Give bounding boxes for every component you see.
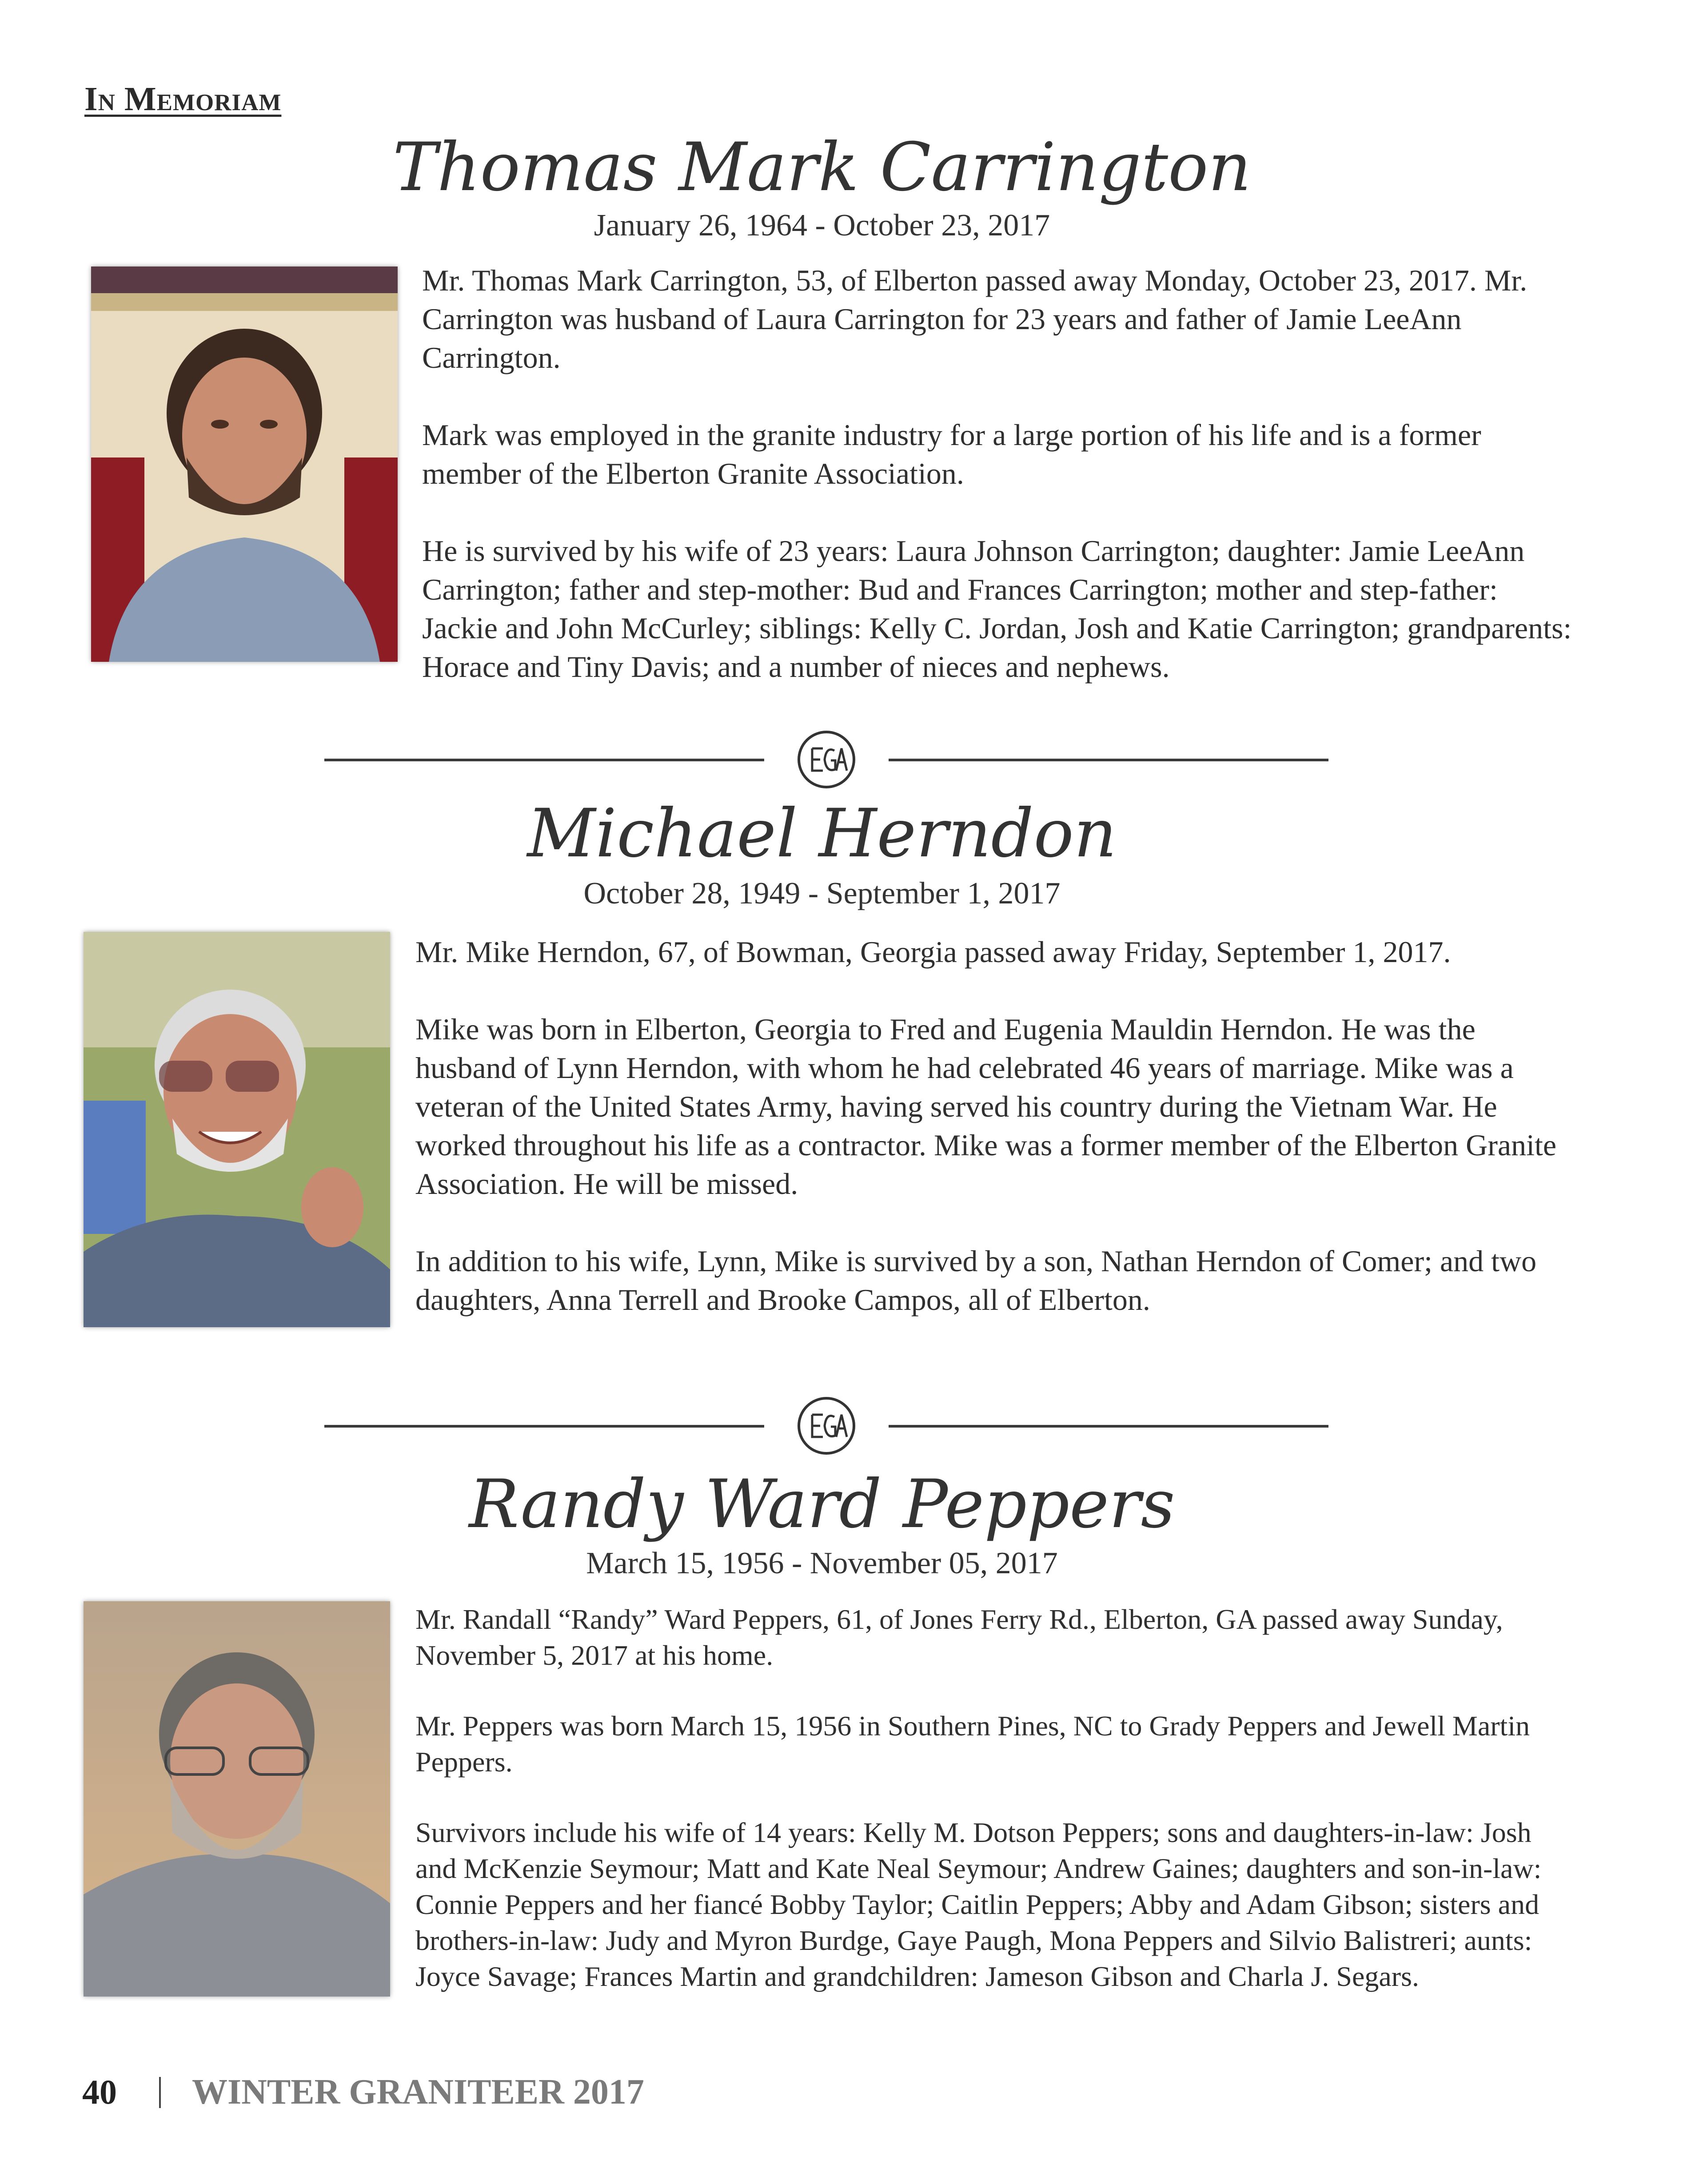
obituary-name: Michael Herndon bbox=[527, 795, 1117, 872]
portrait-photo bbox=[84, 1601, 390, 1997]
ega-emblem-icon bbox=[795, 1395, 857, 1457]
paragraph: Mr. Peppers was born March 15, 1956 in Southern Pines, NC to Grady Peppers and Jewell Martin Peppers. bbox=[415, 1710, 1530, 1778]
paragraph: Survivors include his wife of 14 years: Kelly M. Dotson Peppers; sons and daughters-in-law: Josh and McKenzie Seymour; Matt and Kate Neal Seymour; Andrew Gaines; daughters and son-in-law: Connie Peppers and her fiancé Bobby Taylor; Caitlin Peppers; Abby and Adam Gibson; sisters and brothers-in-law: Judy and Myron Burdge, Gaye Paugh, Mona Peppers and Silvio Balistreri; aunts: Joyce Savage; Frances Martin and grandchildren: Jameson Gibson and Charla J. Segars. bbox=[415, 1817, 1542, 1992]
paragraph: Mark was employed in the granite industry for a large portion of his life and is a former member of the Elberton Granite Association. bbox=[422, 418, 1481, 490]
obituary-text bbox=[415, 1601, 1579, 2029]
page-footer bbox=[82, 2072, 644, 2112]
divider-rule bbox=[889, 759, 1328, 761]
obituary-text bbox=[422, 261, 1577, 725]
section-divider bbox=[324, 728, 1328, 791]
paragraph: Mr. Mike Herndon, 67, of Bowman, Georgia passed away Friday, September 1, 2017. bbox=[415, 935, 1451, 969]
portrait-photo bbox=[84, 932, 390, 1327]
paragraph: Mr. Randall “Randy” Ward Peppers, 61, of Jones Ferry Rd., Elberton, GA passed away Sunday, November 5, 2017 at his home. bbox=[415, 1603, 1503, 1671]
section-label: In Memoriam bbox=[84, 80, 282, 118]
obituary-name: Randy Ward Peppers bbox=[469, 1466, 1175, 1543]
divider-rule bbox=[324, 1425, 764, 1428]
portrait-photo bbox=[91, 267, 398, 662]
divider-rule bbox=[889, 1425, 1328, 1428]
page-number: 40 bbox=[82, 2073, 117, 2111]
paragraph: Mike was born in Elberton, Georgia to Fred and Eugenia Mauldin Herndon. He was the husband of Lynn Herndon, with whom he had celebrated 46 years of marriage. Mike was a veteran of the United States Army, having served his country during the Vietnam War. He worked throughout his life as a contractor. Mike was a former member of the Elberton Granite Association. He will be missed. bbox=[415, 1012, 1557, 1201]
footer-separator bbox=[159, 2077, 161, 2108]
obituary-dates: October 28, 1949 - September 1, 2017 bbox=[583, 876, 1061, 911]
paragraph: In addition to his wife, Lynn, Mike is survived by a son, Nathan Herndon of Comer; and two daughters, Anna Terrell and Brooke Campos, all of Elberton. bbox=[415, 1244, 1537, 1317]
obituary-name: Thomas Mark Carrington bbox=[393, 129, 1251, 206]
ega-emblem-icon bbox=[795, 728, 857, 791]
obituary-text bbox=[415, 933, 1579, 1358]
publication-title: WINTER GRANITEER 2017 bbox=[192, 2073, 644, 2112]
paragraph: He is survived by his wife of 23 years: Laura Johnson Carrington; daughter: Jamie LeeAnn Carrington; father and step-mother: Bud and Frances Carrington; mother and step-father: Jackie and John McCurley; siblings: Kelly C. Jordan, Josh and Katie Carrington; grandparents: Horace and Tiny Davis; and a number of nieces and nephews. bbox=[422, 534, 1572, 684]
paragraph: Mr. Thomas Mark Carrington, 53, of Elberton passed away Monday, October 23, 2017. Mr. Carrington was husband of Laura Carrington for 23 years and father of Jamie LeeAnn Carrington. bbox=[422, 263, 1528, 374]
obituary-dates: January 26, 1964 - October 23, 2017 bbox=[594, 208, 1050, 243]
obituary-dates: March 15, 1956 - November 05, 2017 bbox=[586, 1546, 1058, 1580]
section-divider bbox=[324, 1395, 1328, 1457]
divider-rule bbox=[324, 759, 764, 761]
